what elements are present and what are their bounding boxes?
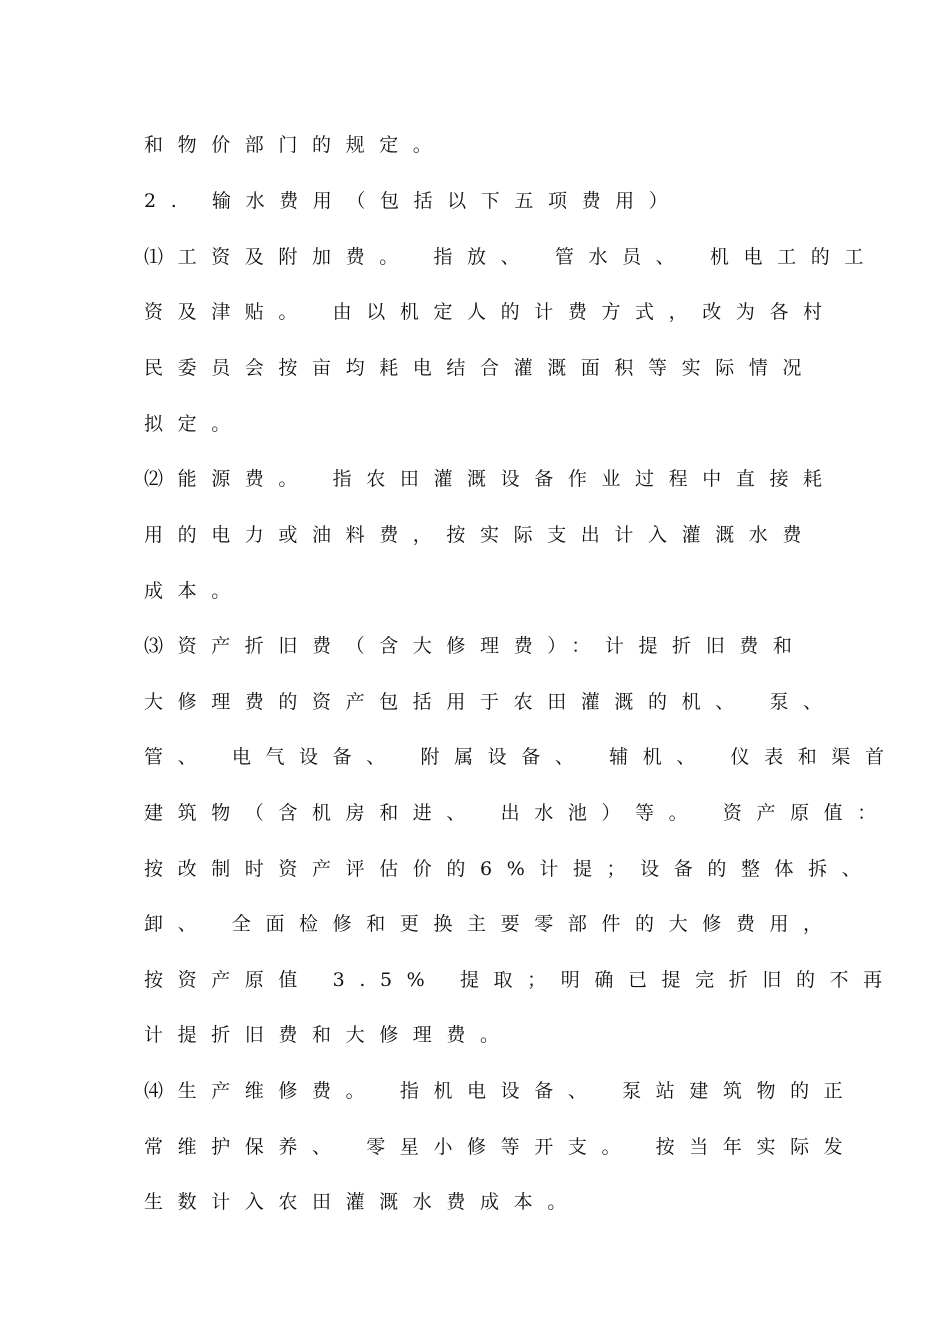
text-line: 按改制时资产评估价的6%计提；设备的整体拆、 [144,858,876,880]
text-line: 大修理费的资产包括用于农田灌溉的机、 泵、 [144,691,837,713]
text-line: 建筑物（含机房和进、 出水池）等。 资产原值： [144,802,891,824]
text-line: 生数计入农田灌溉水费成本。 [144,1191,581,1213]
text-line: 按资产原值 3.5% 提取；明确已提完折旧的不再 [144,969,897,991]
text-line: ⑶资产折旧费（含大修理费）：计提折旧费和 [144,635,807,657]
section-heading: 2. 输水费用（包括以下五项费用） [144,190,683,212]
text-line: 拟定。 [144,413,245,435]
text-line: 管、 电气设备、 附属设备、 辅机、 仪表和渠首 [144,746,899,768]
text-line: 资及津贴。 由以机定人的计费方式，改为各村 [144,301,837,323]
text-line: ⑵能源费。 指农田灌溉设备作业过程中直接耗 [144,468,837,490]
text-line: 用的电力或油料费，按实际支出计入灌溉水费 [144,524,817,546]
text-line: 成本。 [144,580,245,602]
text-line: 常维护保养、 零星小修等开支。 按当年实际发 [144,1136,858,1158]
text-line: 计提折旧费和大修理费。 [144,1024,514,1046]
text-line: ⑷生产维修费。 指机电设备、 泵站建筑物的正 [144,1080,858,1102]
text-line: 民委员会按亩均耗电结合灌溉面积等实际情况 [144,357,817,379]
text-line: 卸、 全面检修和更换主要零部件的大修费用， [144,913,837,935]
text-line: 和物价部门的规定。 [144,134,447,156]
text-line: ⑴工资及附加费。 指放、 管水员、 机电工的工 [144,246,878,268]
